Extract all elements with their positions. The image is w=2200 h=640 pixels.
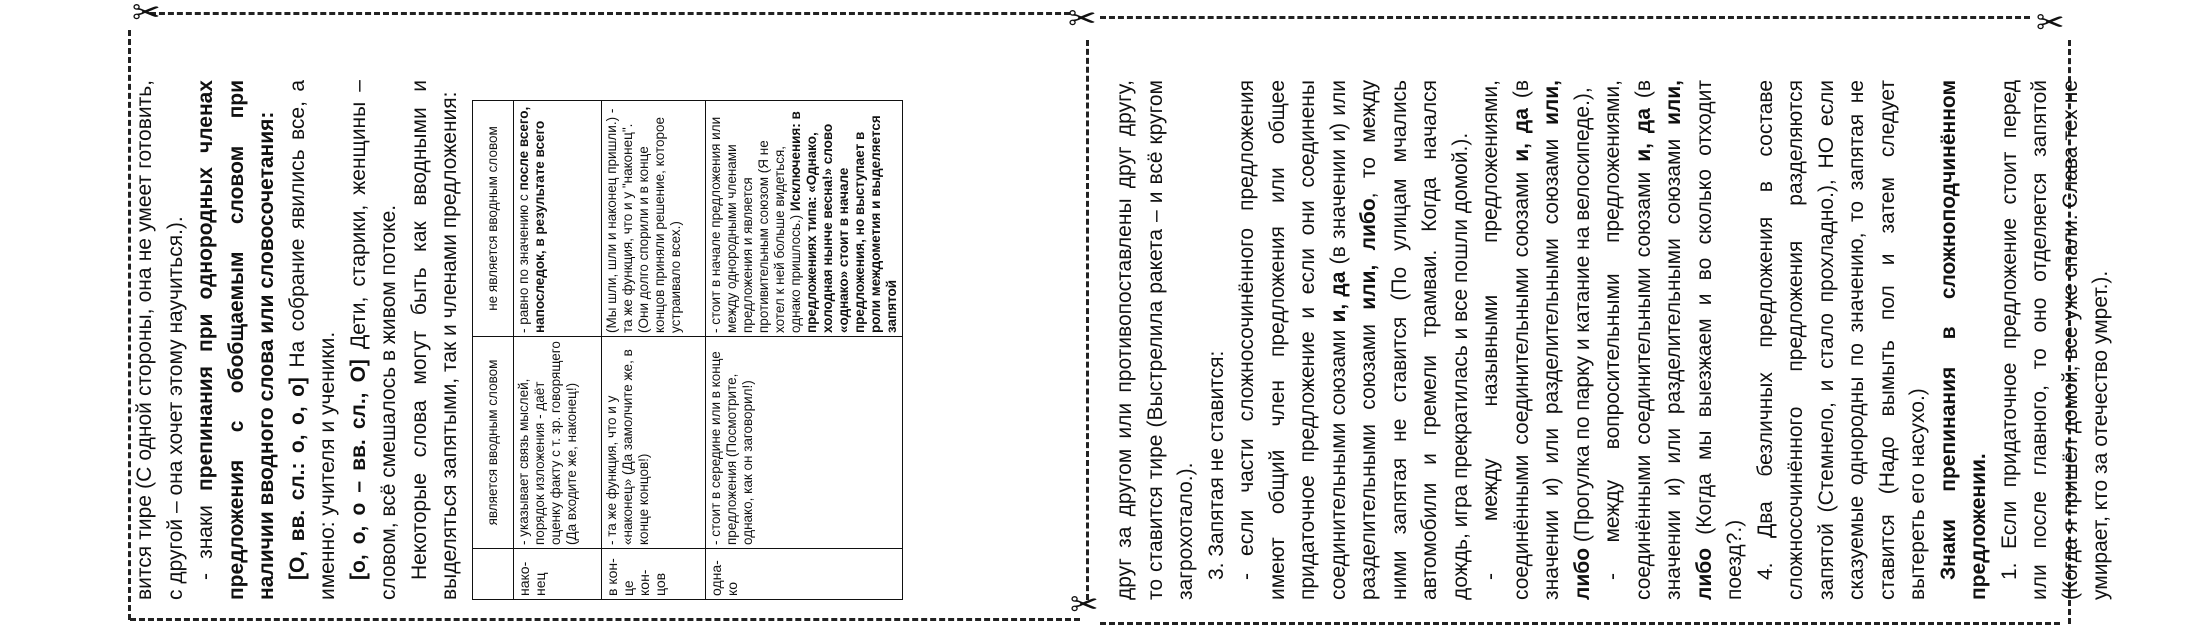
left-scheme-1: [О, вв. сл.: о, о, о] bbox=[285, 377, 309, 580]
left-paragraph-2 bbox=[191, 80, 283, 600]
left-paragraph-2b: препинания при однородных членах предложения с обобщаемым словом при наличии вводного слова или словосочетания: bbox=[194, 80, 278, 600]
cut-line-top-right bbox=[1100, 16, 2030, 19]
left-example-2: Дети, старики, женщины – словом, всё смешалось в живом потоке. bbox=[346, 80, 400, 600]
table-cell-no-text: - стоит в начале предложения или между однородными членами предложения и является противительным союзом (Я не хотел к ней больше видеться, однако пришлось.) bbox=[707, 116, 803, 333]
right-p5-b: и, да bbox=[1631, 108, 1655, 162]
right-p3-d: или, либо bbox=[1357, 198, 1380, 310]
right-paragraph-3 bbox=[1232, 80, 1476, 600]
left-paragraph-2a: - знаки bbox=[194, 491, 217, 580]
right-p4-c: (в значении и) или разделительными союзами bbox=[1509, 79, 1563, 600]
table-cell-yes: - стоит в середине или в конце предложения (Посмотрите, однако, как он заговорил!) bbox=[705, 337, 902, 549]
table-cell-no bbox=[513, 101, 601, 337]
right-paragraph-4 bbox=[1476, 80, 1598, 600]
table-header-no: не является вводным словом bbox=[472, 101, 513, 337]
table-row bbox=[705, 101, 902, 600]
cut-line-top-left bbox=[150, 12, 1070, 15]
right-p4-d: или, либо bbox=[1540, 80, 1594, 600]
table-row bbox=[601, 101, 705, 600]
right-p5-d: или, либо bbox=[1662, 80, 1716, 600]
table-cell-word: одна-ко bbox=[705, 549, 902, 600]
table-cell-no bbox=[705, 101, 902, 337]
cut-line-bottom-right bbox=[1100, 622, 2060, 625]
right-paragraph-8: 1. Если придаточное предложение стоит перед или после главного, то оно отделяется запятой (Когда я пришёл домой, все уже спали. Слава тех не умирает, кто за отечество умрет.). bbox=[1997, 80, 2112, 600]
table-header-word bbox=[472, 549, 513, 600]
table-row bbox=[513, 101, 601, 600]
right-paragraph-6: 4. Два безличных предложения в составе сложносочинённого предложения разделяются запятой (Стемнело, и стало прохладно.), НО если сказуемые однородны по значению, то запятая не ставится (Надо вымыть пол и затем следует вытереть его насухо.) bbox=[1753, 80, 1929, 600]
table-header-yes: является вводным словом bbox=[472, 337, 513, 549]
scissors-icon: ✂ bbox=[132, 0, 161, 33]
right-p4-e: (Прогулка по парку и катание на велосипеде.), bbox=[1570, 87, 1594, 548]
table-cell-word: в кон-це кон-цов bbox=[601, 549, 705, 600]
left-paragraph-3 bbox=[283, 80, 344, 600]
right-p5-a: - между вопросительными предложениями, соединёнными соединительными союзами bbox=[1601, 80, 1655, 600]
left-paragraph-5: Некоторые слова могут быть как вводными и выделяться запятыми, так и членами предложения: bbox=[407, 80, 461, 600]
cut-line-bottom-left bbox=[130, 618, 1080, 621]
right-p3-e: , то между ними запятая не ставится (По улицам мчались автомобили и гремели трамваи. Когда начался дождь, игра прекратилась и все пошли домой.). bbox=[1357, 80, 1472, 600]
table-cell-word: нако-нец bbox=[513, 549, 601, 600]
left-paragraph-1: вится тире (С одной стороны, она не умеет готовить, с другой – она хочет этому научиться.). bbox=[133, 80, 187, 600]
right-paragraph-2: 3. Запятая не ставится: bbox=[1204, 350, 1228, 580]
right-p5-e: (Когда мы выезжаем и во сколько отходит поезд?.) bbox=[1692, 80, 1746, 600]
introductory-words-table bbox=[472, 100, 903, 600]
table-cell-no-text: - равно по значению с bbox=[515, 190, 531, 333]
right-p3-c: (в значении и) или разделительными союзами bbox=[1326, 79, 1380, 600]
left-paragraph-4 bbox=[344, 80, 405, 600]
scissors-icon: ✂ bbox=[1070, 585, 1099, 625]
table-cell-yes: - та же функция, что и у «наконец» (Да замолчите же, в конце концов!) bbox=[601, 337, 705, 549]
scissors-icon: ✂ bbox=[1068, 0, 1097, 39]
left-scheme-2: [о, о, о – вв. сл., О] bbox=[346, 359, 370, 580]
section-heading: Знаки препинания в сложноподчинённом предложении. bbox=[1936, 80, 1990, 600]
right-p4-b: и, да bbox=[1509, 108, 1533, 162]
right-p5-c: (в значении и) или разделительными союзами bbox=[1631, 79, 1685, 600]
right-page bbox=[1110, 79, 2112, 600]
table-header-row bbox=[472, 101, 513, 600]
right-paragraph-5 bbox=[1598, 80, 1751, 600]
right-paragraph-1: друг за другом или противопоставлены друг другу, то ставится тире (Выстрелила ракета – и всё кругом загрохотало.). bbox=[1113, 80, 1197, 600]
right-p3-a: - если части сложносочинённого предложения имеют общий член предложения или общее придаточное предложение и если они соединены соединительными союзами bbox=[1235, 80, 1350, 600]
scissors-icon: ✂ bbox=[2036, 3, 2065, 43]
left-example-1: На собрание явились все, а именно: учителя и ученики. bbox=[285, 79, 339, 600]
table-cell-no-exception: Исключения: в предложениях типа: «Однако, холодная нынче весна!» слово «однако» стоит в начале предложения, но выступает в роли междометия и выделяется запятой bbox=[787, 111, 899, 333]
right-p4-a: - между назывными предложениями, соединёнными соединительными союзами bbox=[1479, 80, 1533, 600]
left-page bbox=[130, 80, 1115, 600]
table-cell-no-bold: после всего, напоследок, в результате всего bbox=[515, 106, 547, 333]
table-cell-no: (Мы шли, шли и наконец пришли.) - та же функция, что и у "наконец". (Они долго спорили и в конце концов приняли решение, которое устраивало всех.) bbox=[601, 101, 705, 337]
table-cell-yes: - указывает связь мыслей, порядок изложения - даёт оценку факту с т. зр. говорящего (Да входите же, наконец!) bbox=[513, 337, 601, 549]
right-p3-b: и, да bbox=[1326, 271, 1350, 323]
